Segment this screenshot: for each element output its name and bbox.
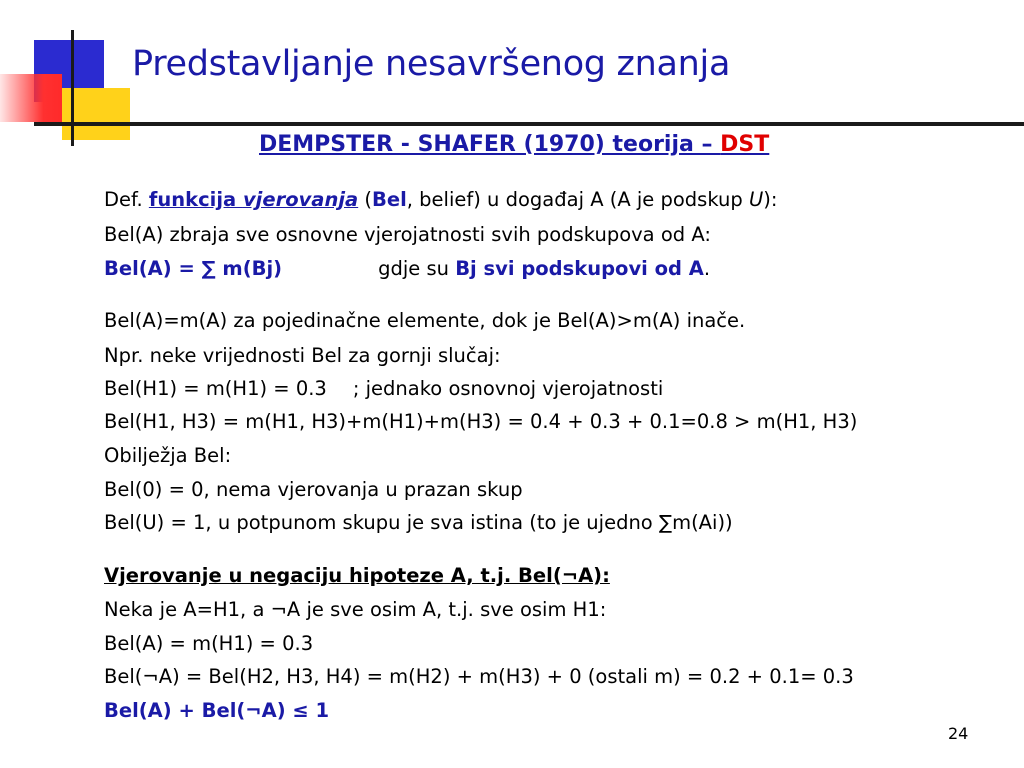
formula-bj: Bj svi podskupovi od A <box>455 257 704 280</box>
text-line: Npr. neke vrijednosti Bel za gornji slučaj: <box>104 344 501 367</box>
formula-line <box>104 255 710 283</box>
formula-dot: . <box>703 257 711 280</box>
text-line: Neka je A=H1, a ¬A je sve osim A, t.j. sve osim H1: <box>104 598 607 621</box>
def-funkcija: funkcija <box>148 188 243 211</box>
bel-h1-note: ; jednako osnovnoj vjerojatnosti <box>352 377 664 400</box>
bel-sum-line: Bel(A) zbraja sve osnovne vjerojatnosti svih podskupova od A: <box>104 223 711 246</box>
def-bel: Bel <box>372 188 407 211</box>
text-line: Bel(A) = m(H1) = 0.3 <box>104 632 314 655</box>
formula-gdje: gdje su <box>378 257 456 280</box>
text-line: Bel(0) = 0, nema vjerovanja u prazan skup <box>104 478 523 501</box>
def-paren: ( <box>358 188 372 211</box>
text-line <box>104 375 663 403</box>
text-line: Bel(U) = 1, u potpunom skupu je sva istina (to je ujedno ∑m(Ai)) <box>104 511 733 534</box>
decor-vertical-line <box>71 30 74 146</box>
page-title: Predstavljanje nesavršenog znanja <box>132 44 731 84</box>
text-line: Bel(A)=m(A) za pojedinačne elemente, dok je Bel(A)>m(A) inače. <box>104 309 746 332</box>
decor-red-square <box>0 74 62 122</box>
text-line: Obilježja Bel: <box>104 444 232 467</box>
text-line: Bel(¬A) = Bel(H2, H3, H4) = m(H2) + m(H3) + 0 (ostali m) = 0.2 + 0.1= 0.3 <box>104 665 854 688</box>
def-prefix: Def. <box>104 188 149 211</box>
bel-h1: Bel(H1) = m(H1) = 0.3 <box>104 377 327 400</box>
decor-horizontal-line <box>34 122 1024 126</box>
def-rest1: , belief) u događaj A (A je podskup <box>406 188 749 211</box>
def-vjerovanja: vjerovanja <box>242 188 359 211</box>
subtitle <box>259 132 769 157</box>
conclusion: Bel(A) + Bel(¬A) ≤ 1 <box>104 699 330 722</box>
text-line: Bel(H1, H3) = m(H1, H3)+m(H1)+m(H3) = 0.4 + 0.3 + 0.1=0.8 > m(H1, H3) <box>104 410 858 433</box>
subtitle-dst: DST <box>720 132 770 157</box>
definition-line <box>104 186 777 214</box>
def-rest2: ): <box>763 188 778 211</box>
subtitle-main: DEMPSTER - SHAFER (1970) teorija – <box>259 132 721 157</box>
def-u: U <box>748 188 764 211</box>
formula-left: Bel(A) = ∑ m(Bj) <box>104 257 283 280</box>
negation-heading: Vjerovanje u negaciju hipoteze A, t.j. Bel(¬A): <box>104 564 610 587</box>
page-number: 24 <box>948 724 969 743</box>
